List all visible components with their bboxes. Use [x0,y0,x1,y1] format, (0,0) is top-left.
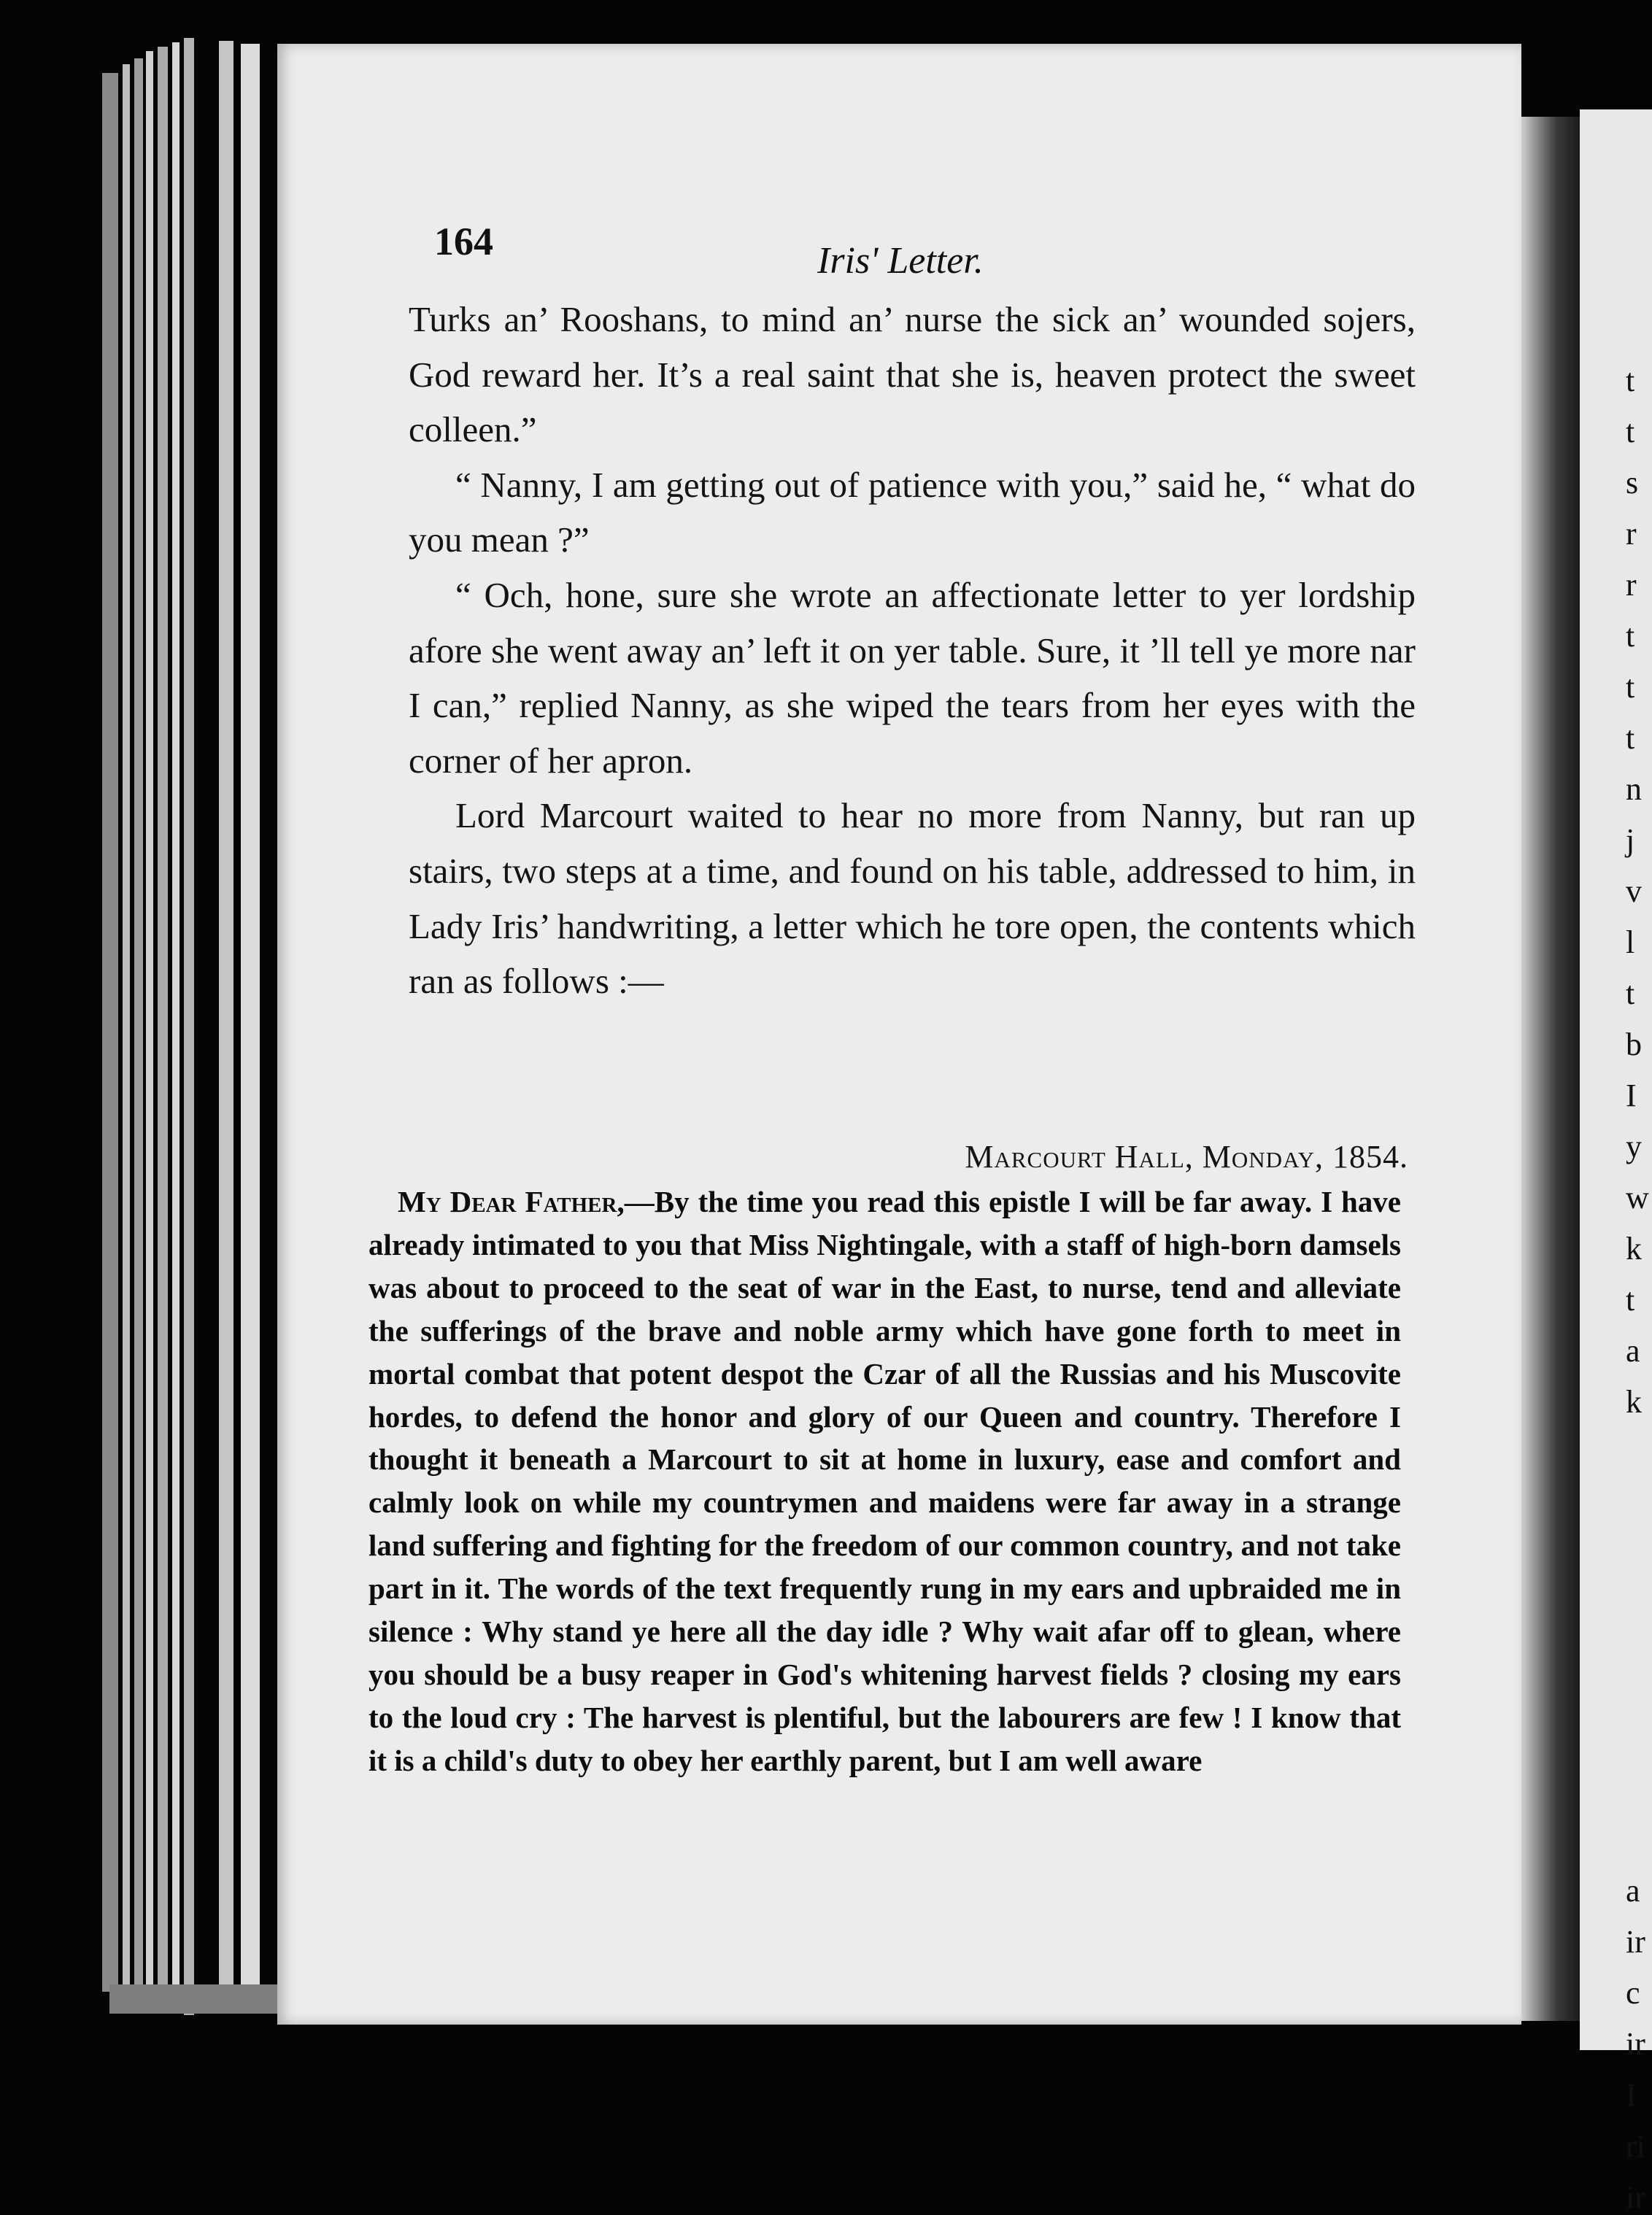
next-page-fragment: ir [1626,1924,1645,1960]
next-page-fragment: w [1626,1180,1649,1215]
letter-dateline: Marcourt Hall, Monday, 1854. [965,1139,1408,1175]
next-page-fragment: ri [1626,2128,1645,2164]
paragraph: Turks an’ Rooshans, to mind an’ nurse the sick an’ wounded sojers, God reward her. It’s a real saint that she is, heaven protect the sweet colleen.” [409,299,1416,450]
next-page-fragment: ir [1626,2179,1645,2215]
body-text [409,292,1416,1009]
next-page-fragment: v [1626,873,1642,909]
next-page-fragment: r [1626,567,1637,603]
next-page-fragment: c [1626,1975,1640,2011]
page-number: 164 [434,220,493,263]
next-page-fragment: t [1626,363,1635,398]
next-page-fragment: t [1626,1282,1635,1318]
book-edge [241,44,260,2006]
next-page-fragment: n [1626,771,1642,807]
next-page-fragment: k [1626,1384,1642,1420]
next-page-fragment: b [1626,1027,1642,1062]
next-page-fragment: ir [1626,2026,1645,2062]
next-page-fragment: t [1626,618,1635,654]
book-edge [172,42,180,2012]
running-title: Iris' Letter. [817,240,984,282]
book-edge [123,64,130,1998]
next-page-fragment: l [1626,924,1635,960]
next-page-fragment: t [1626,414,1635,449]
book-edge [158,47,168,2009]
paragraph: “ Och, hone, sure she wrote an affectionate letter to yer lordship afore she went away an’ left it on yer table. Sure, it ’ll tell ye more nar I can,” replied Nanny, as she wiped the tears from her eyes with the corner of her apron. [409,574,1416,781]
paragraph: “ Nanny, I am getting out of patience with you,” said he, “ what do you mean ?” [409,464,1416,560]
next-page-fragment: j [1626,822,1635,858]
letter-body: —By the time you read this epistle I will be far away. I have already intimated to you that Miss Nightingale, with a staff of high-born damsels was about to proceed to the seat of war in the East, to nurse, tend and alleviate the sufferings of the brave and noble army which have gone forth to meet in mortal combat that potent despot the Czar of all the Russias and his Muscovite hordes, to defend the honor and glory of our Queen and country. Therefore I thought it beneath a Marcourt to sit at home in luxury, ease and comfort and calmly look on while my countrymen and maidens were far away in a strange land suffering and fighting for the freedom of our common country, and not take part in it. The words of the text frequently rung in my ears and upbraided me in silence : Why stand ye here all the day idle ? Why wait afar off to glean, where you should be a busy reaper in God's whitening harvest fields ? closing my ears to the loud cry : The harvest is plentiful, but the labourers are few ! I know that it is a child's duty to obey her earthly parent, but I am well aware [368,1185,1402,1777]
next-page-fragment: I [1626,2077,1637,2113]
next-page-fragment: a [1626,1873,1640,1909]
book-edge [219,41,233,2011]
book-edge [102,73,118,1992]
book-edge [146,51,153,2006]
book-edge [184,38,194,2015]
book-gutter [1521,117,1580,2021]
next-page-fragment: s [1626,465,1639,500]
next-page-fragment: t [1626,669,1635,705]
book-edge [134,58,143,1999]
next-page-fragment: k [1626,1231,1642,1267]
next-page-fragment: y [1626,1129,1642,1164]
page-header [434,219,1427,282]
letter-salutation: My Dear Father, [398,1185,625,1218]
next-page-fragment: I [1626,1078,1637,1113]
next-page [1580,109,1652,2050]
next-page-fragment: a [1626,1333,1640,1369]
next-page-fragment: r [1626,516,1637,552]
paragraph: Lord Marcourt waited to hear no more from Nanny, but ran up stairs, two steps at a time, and found on his table, addressed to him, in Lady Iris’ handwriting, a letter which he tore open, the contents which ran as follows :— [409,795,1416,1002]
letter-text [368,1180,1401,1782]
next-page-fragment: t [1626,975,1635,1011]
next-page-fragment: t [1626,720,1635,756]
